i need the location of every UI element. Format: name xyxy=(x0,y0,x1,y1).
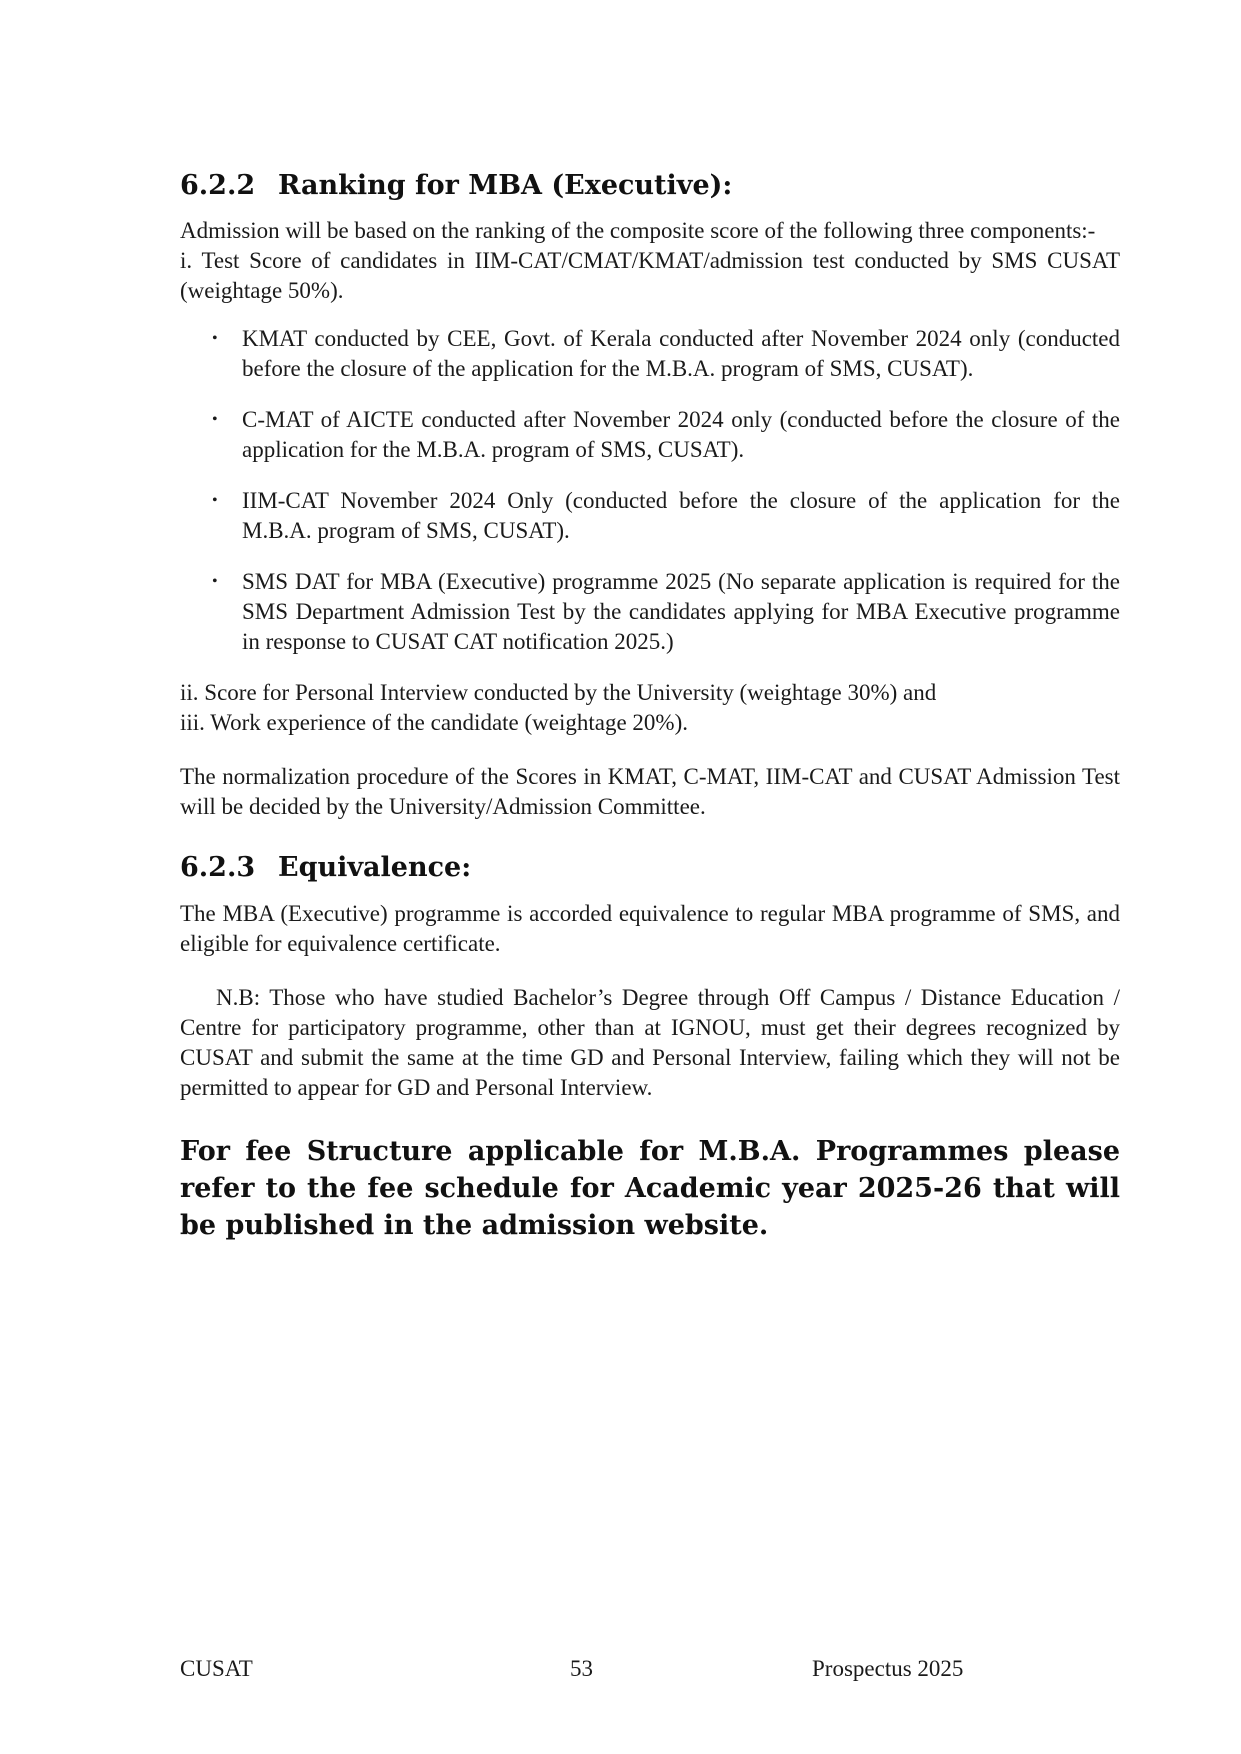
list-item: • SMS DAT for MBA (Executive) programme 2025 (No separate application is required for the SMS Department Admission Test by the candidates applying for MBA Executive programme in response to CUSAT CAT notification 2025.) xyxy=(212,569,1120,655)
footer-right: Prospectus 2025 xyxy=(812,1656,964,1681)
equivalence-paragraph: The MBA (Executive) programme is accorded equivalence to regular MBA programme of SMS, and eligible for equivalence certificate. xyxy=(180,900,1120,956)
bullet-icon: • xyxy=(212,492,218,510)
bullet-icon: • xyxy=(212,411,218,429)
section-number: 6.2.3 xyxy=(180,852,256,884)
ranking-item-iii: iii. Work experience of the candidate (weightage 20%). xyxy=(180,710,688,736)
fee-structure-note: For fee Structure applicable for M.B.A. Programmes please refer to the fee schedule for Academic year 2025-26 that will be published in the admission website. xyxy=(180,1135,1120,1241)
list-item: • C-MAT of AICTE conducted after November 2024 only (conducted before the closure of the application for the M.B.A. program of SMS, CUSAT). xyxy=(212,407,1120,463)
page-number: 53 xyxy=(570,1656,593,1681)
section-number: 6.2.2 xyxy=(180,170,256,201)
footer-left: CUSAT xyxy=(180,1656,253,1681)
bullet-icon: • xyxy=(212,573,218,591)
ranking-item-i: i. Test Score of candidates in IIM-CAT/CMAT/KMAT/admission test conducted by SMS CUSAT (weightage 50%). xyxy=(180,248,1120,304)
section-heading-6-2-3 xyxy=(180,852,1120,884)
section-title: Equivalence: xyxy=(278,852,472,884)
list-item: • KMAT conducted by CEE, Govt. of Kerala conducted after November 2024 only (conducted before the closure of the application for the M.B.A. program of SMS, CUSAT). xyxy=(212,326,1120,382)
bullet-icon: • xyxy=(212,330,218,348)
normalization-paragraph: The normalization procedure of the Scores in KMAT, C-MAT, IIM-CAT and CUSAT Admission Test will be decided by the University/Admission Committee. xyxy=(180,764,1120,820)
test-list xyxy=(180,324,1120,657)
section-heading-6-2-2 xyxy=(180,170,1120,202)
ranking-intro: Admission will be based on the ranking of the composite score of the following three components:- xyxy=(180,218,1096,244)
ranking-item-ii: ii. Score for Personal Interview conducted by the University (weightage 30%) and xyxy=(180,680,937,706)
list-item: • IIM-CAT November 2024 Only (conducted before the closure of the application for the M.B.A. program of SMS, CUSAT). xyxy=(212,488,1120,544)
section-title: Ranking for MBA (Executive): xyxy=(278,170,733,201)
nb-note: N.B: Those who have studied Bachelor’s Degree through Off Campus / Distance Education / Centre for participatory programme, other than at IGNOU, must get their degrees recognized by CUSAT and submit the same at the time GD and Personal Interview, failing which they will not be permitted to appear for GD and Personal Interview. xyxy=(180,984,1120,1100)
page-content xyxy=(180,170,1120,1244)
